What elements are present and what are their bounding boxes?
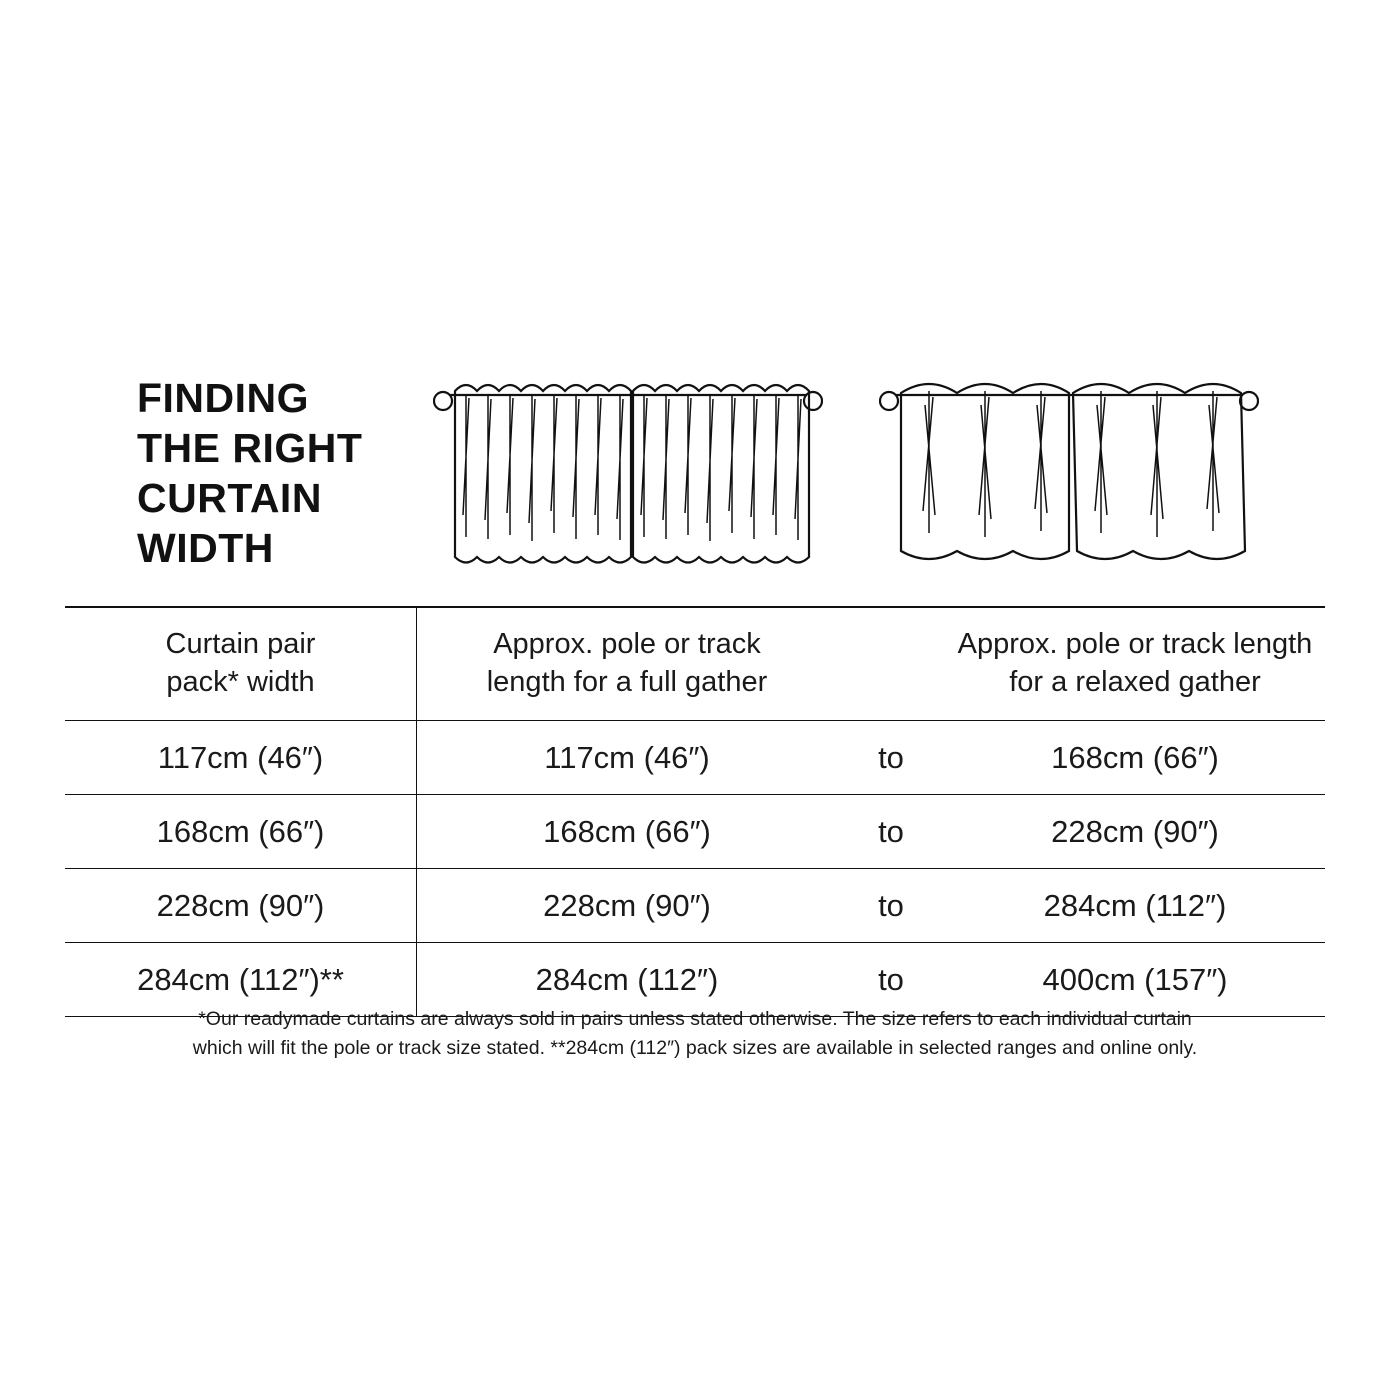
header-cell-relaxed-gather bbox=[945, 608, 1325, 720]
header-full-gather-line-2: length for a full gather bbox=[486, 666, 768, 698]
cell-to: to bbox=[878, 961, 904, 997]
cell-pack-width: 228cm (90″) bbox=[65, 869, 417, 942]
cell-relaxed-gather: 168cm (66″) bbox=[1051, 739, 1219, 775]
cell-relaxed-gather: 400cm (157″) bbox=[1042, 961, 1228, 997]
footnote bbox=[65, 1005, 1325, 1064]
page-title bbox=[65, 365, 395, 573]
cell-pack-width: 168cm (66″) bbox=[65, 795, 417, 868]
full-gather-curtain-illustration bbox=[433, 365, 823, 580]
illustration-group bbox=[395, 365, 1325, 580]
cell-full-gather: 228cm (90″) bbox=[543, 887, 711, 923]
header-full-gather-line-1: Approx. pole or track bbox=[493, 628, 761, 661]
header-cell-full-gather bbox=[417, 608, 837, 720]
header bbox=[65, 365, 1325, 605]
cell-to: to bbox=[878, 887, 904, 923]
title-line-3: CURTAIN bbox=[137, 475, 322, 522]
header-relaxed-gather-line-1: Approx. pole or track length bbox=[957, 628, 1313, 661]
title-line-1: FINDING bbox=[137, 375, 310, 421]
cell-pack-width: 117cm (46″) bbox=[65, 721, 417, 794]
curtain-width-table bbox=[65, 606, 1325, 1017]
table-row bbox=[65, 721, 1325, 795]
cell-full-gather: 168cm (66″) bbox=[543, 813, 711, 849]
cell-to: to bbox=[878, 739, 904, 775]
header-pack-width-line-2: pack* width bbox=[166, 666, 315, 698]
header-cell-pack-width bbox=[65, 608, 417, 720]
footnote-line-1: *Our readymade curtains are always sold in pairs unless stated otherwise. The size refers to each individual curtain bbox=[198, 1008, 1192, 1030]
cell-relaxed-gather: 228cm (90″) bbox=[1051, 813, 1219, 849]
header-pack-width-line-1: Curtain pair bbox=[165, 628, 316, 661]
cell-pack-width: 284cm (112″)** bbox=[65, 943, 417, 1016]
cell-relaxed-gather: 284cm (112″) bbox=[1043, 887, 1227, 923]
table-header-row bbox=[65, 608, 1325, 721]
cell-full-gather: 284cm (112″) bbox=[535, 961, 719, 997]
cell-full-gather: 117cm (46″) bbox=[544, 739, 710, 775]
relaxed-gather-curtain-illustration bbox=[879, 365, 1259, 580]
title-line-2: THE RIGHT bbox=[137, 425, 363, 472]
table-row bbox=[65, 869, 1325, 943]
header-relaxed-gather-line-2: for a relaxed gather bbox=[1009, 666, 1261, 698]
footnote-line-2: which will fit the pole or track size stated. **284cm (112″) pack sizes are available in selected ranges and online only. bbox=[192, 1037, 1198, 1060]
cell-to: to bbox=[878, 813, 904, 849]
title-line-4: WIDTH bbox=[137, 525, 274, 572]
table-row bbox=[65, 795, 1325, 869]
header-cell-spacer bbox=[837, 608, 945, 720]
